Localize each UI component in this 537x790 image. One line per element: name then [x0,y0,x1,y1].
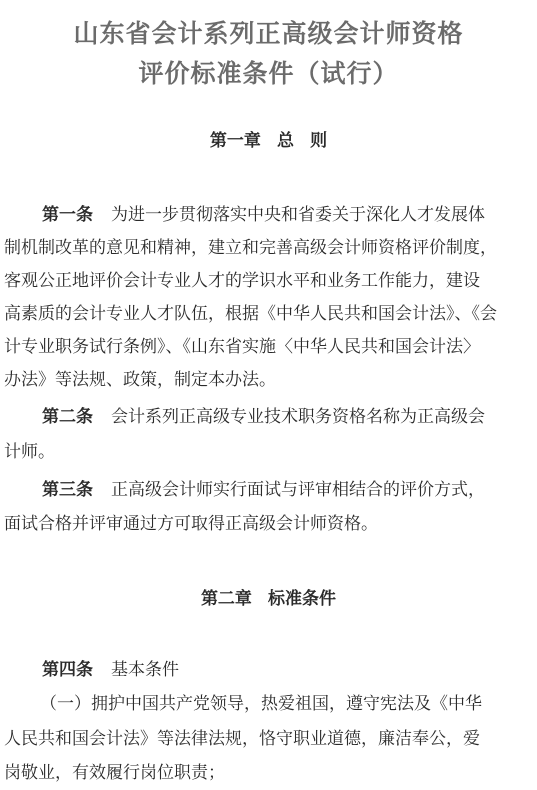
article-4-item-1-line-3: 岗敬业，有效履行岗位职责； [4,763,225,783]
article-3-line-2: 面试合格并评审通过方可取得正高级会计师资格。 [4,514,378,534]
article-1-line-5: 计专业职务试行条例》、《山东省实施〈中华人民共和国会计法〉 [4,337,480,357]
article-4-line-1 [42,658,179,682]
chapter-2-heading: 第二章 标准条件 [200,589,337,609]
document-title-line-1: 山东省会计系列正高级会计师资格 [73,19,464,48]
article-2-label: 第二条 [42,407,93,427]
article-1-line-2: 制机制改革的意见和精神，建立和完善高级会计师资格评价制度， [4,238,497,258]
article-2-text-1: 会计系列正高级专业技术职务资格名称为正高级会 [111,407,485,427]
document-title-line-2: 评价标准条件（试行） [138,59,399,88]
article-1-line-6: 办法》等法规、政策，制定本办法。 [4,370,276,390]
article-2-line-1 [42,405,485,429]
article-1-line-4: 高素质的会计专业人才队伍，根据《中华人民共和国会计法》、《会 [4,304,497,324]
chapter-1-heading: 第一章 总 则 [209,131,328,151]
article-4-item-1-line-2: 人民共和国会计法》等法律法规，恪守职业道德，廉洁奉公，爱 [4,729,480,749]
article-1-line-1 [42,203,485,227]
article-3-line-1 [42,478,485,502]
article-1-label: 第一条 [42,205,93,225]
article-4-label: 第四条 [42,660,93,680]
article-4-heading: 基本条件 [111,660,179,680]
article-3-label: 第三条 [42,480,93,500]
article-1-text-1: 为进一步贯彻落实中央和省委关于深化人才发展体 [111,205,485,225]
article-3-text-1: 正高级会计师实行面试与评审相结合的评价方式， [111,480,485,500]
article-1-line-3: 客观公正地评价会计专业人才的学识水平和业务工作能力，建设 [4,271,480,291]
article-2-line-2: 计师。 [4,442,55,462]
article-4-item-1-line-1: （一）拥护中国共产党领导，热爱祖国，遵守宪法及《中华 [40,694,482,714]
